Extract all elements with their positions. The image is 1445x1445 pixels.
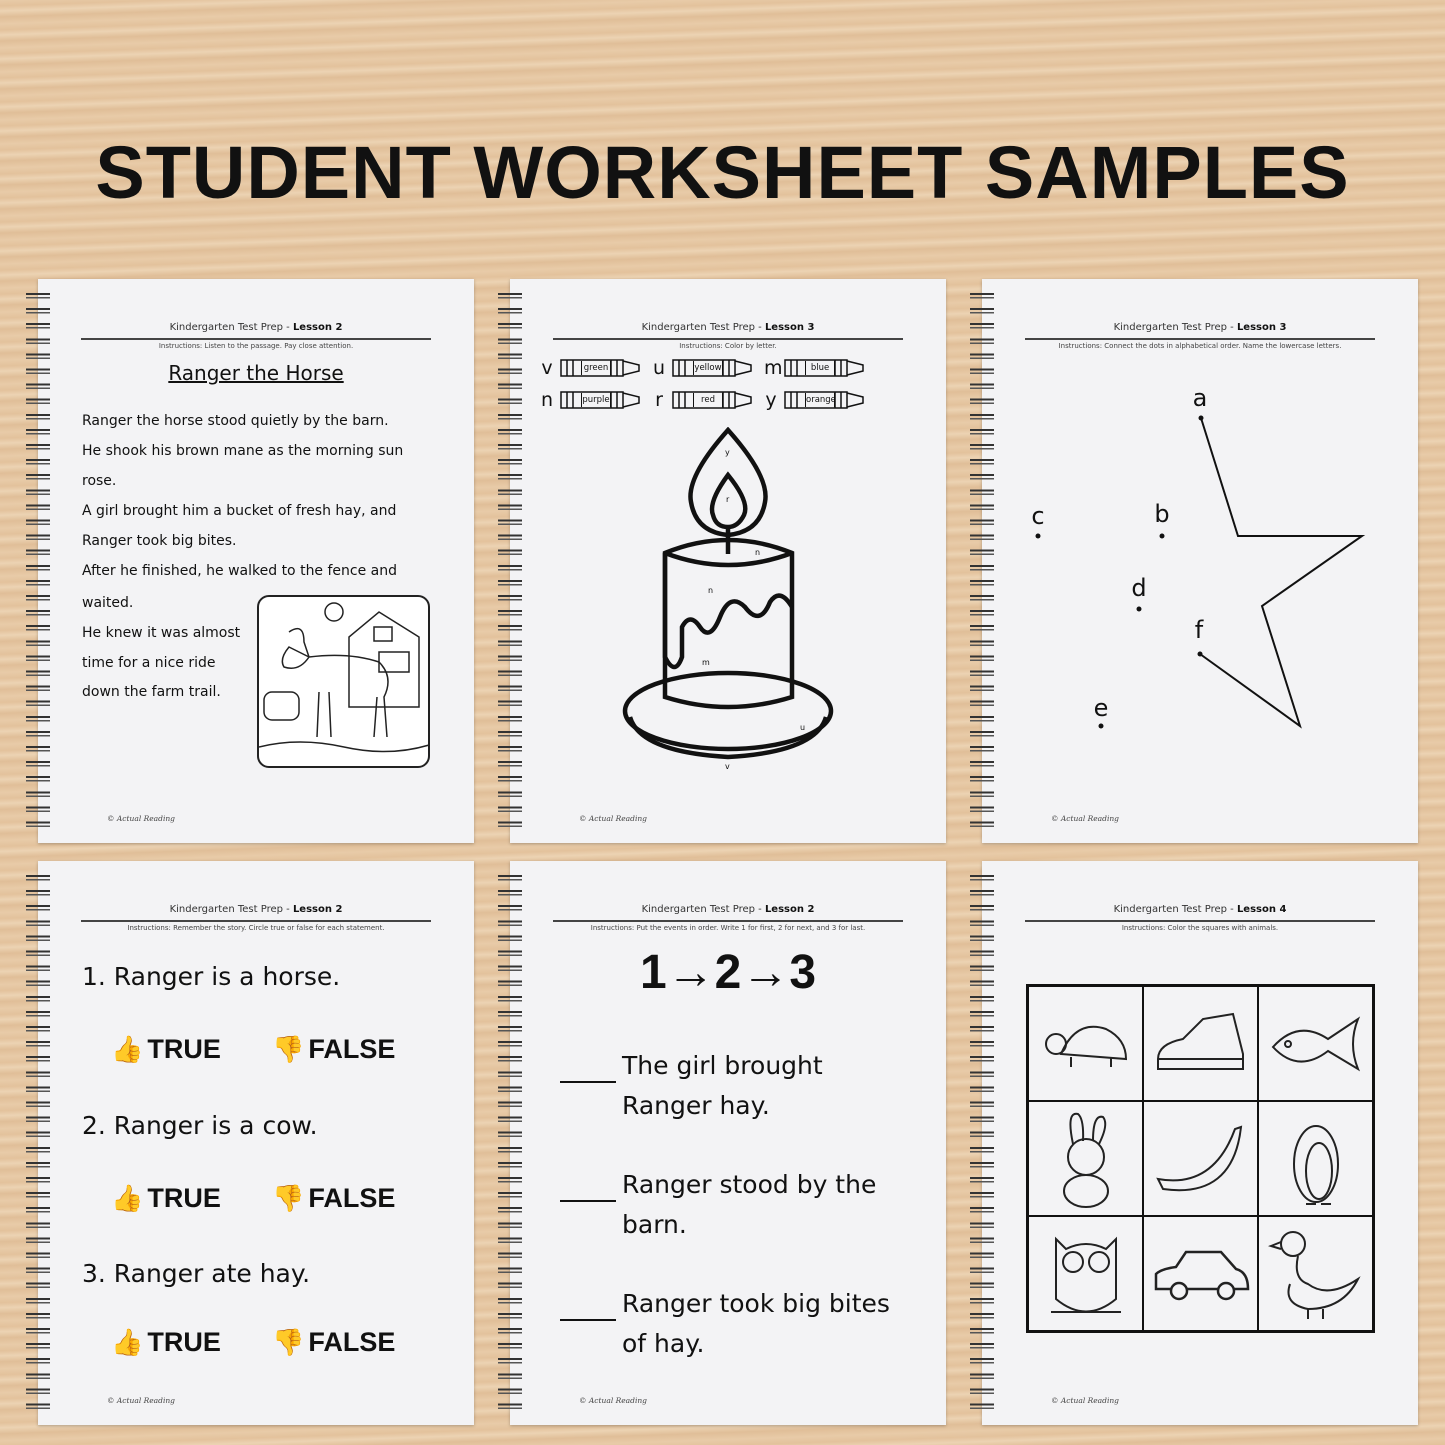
thumbs-up-icon: 👍 [111,1183,144,1213]
instructions: Instructions: Listen to the passage. Pay close attention. [158,342,354,350]
story-line: Ranger the horse stood quietly by the barn. [82,413,389,429]
event: Ranger stood by the barn. [622,1170,877,1239]
key-letter: y [765,389,777,411]
divider [81,338,431,340]
thumbs-down-icon: 👎 [272,1327,305,1357]
instructions: Instructions: Remember the story. Circle true or false for each statement. [127,924,385,932]
candle-label: n [708,586,714,595]
false-option[interactable]: 👎 FALSE [272,1034,396,1064]
story-line: He shook his brown mane as the morning sun [82,443,404,459]
sneaker-icon[interactable] [1143,986,1258,1101]
star-outline [982,279,1418,843]
divider [1025,920,1375,922]
crayon-icon: red [672,391,752,409]
story-title: Ranger the Horse [168,361,344,385]
story-line: He knew it was almost [82,625,241,641]
question: 2. Ranger is a cow. [82,1111,318,1140]
turtle-icon[interactable] [1028,986,1143,1101]
event: Ranger took big bites of hay. [622,1289,890,1358]
event: The girl brought Ranger hay. [622,1051,823,1120]
worksheet-story [38,279,474,843]
candle-illustration [620,427,835,797]
answer-blank[interactable] [560,1081,616,1083]
spiral-binding [26,871,50,1415]
true-option[interactable]: 👍 TRUE [111,1034,221,1064]
bunny-icon[interactable] [1028,1101,1143,1216]
answer-blank[interactable] [560,1319,616,1321]
page-title: STUDENT WORKSHEET SAMPLES [95,131,1350,214]
copyright: © Actual Reading [579,1396,647,1405]
worksheet-animal-squares [982,861,1418,1425]
question: 3. Ranger ate hay. [82,1259,311,1288]
crayon-icon: yellow [672,359,752,377]
owl-icon[interactable] [1028,1216,1143,1331]
key-letter: m [764,357,783,379]
candle-label: n [755,548,761,557]
copyright: © Actual Reading [107,814,175,823]
horse-illustration [257,595,430,768]
instructions: Instructions: Put the events in order. Write 1 for first, 2 for next, and 3 for last. [590,924,866,932]
divider [81,920,431,922]
story-line: Ranger took big bites. [82,533,237,549]
story-line: time for a nice ride [82,655,216,671]
instructions: Instructions: Connect the dots in alphabetical order. Name the lowercase letters. [1058,342,1342,350]
false-option[interactable]: 👎 FALSE [272,1327,396,1357]
thumbs-down-icon: 👎 [272,1034,305,1064]
crayon-icon: purple [560,391,640,409]
key-letter: u [652,357,666,379]
penguin-icon[interactable] [1258,1101,1373,1216]
answer-blank[interactable] [560,1200,616,1202]
sequence-heading: 1→2→3 [639,946,817,999]
car-icon[interactable] [1143,1216,1258,1331]
thumbs-up-icon: 👍 [111,1034,144,1064]
instructions: Instructions: Color by letter. [679,342,777,350]
question: 1. Ranger is a horse. [82,962,341,991]
dot-label: c [1031,502,1045,530]
story-line: After he finished, he walked to the fence and [82,563,398,579]
worksheet-header: Kindergarten Test Prep - Lesson 3 [1113,322,1287,333]
instructions: Instructions: Color the squares with animals. [1121,924,1279,932]
story-line: rose. [82,473,117,489]
candle-label: v [725,762,730,771]
story-line: A girl brought him a bucket of fresh hay, and [82,503,397,519]
banana-icon[interactable] [1143,1101,1258,1216]
worksheet-header: Kindergarten Test Prep - Lesson 2 [641,904,815,915]
fish-icon[interactable] [1258,986,1373,1101]
crayon-icon: blue [784,359,864,377]
candle-label: y [725,448,730,457]
duck-icon[interactable] [1258,1216,1373,1331]
spiral-binding [498,289,522,833]
true-option[interactable]: 👍 TRUE [111,1183,221,1213]
thumbs-up-icon: 👍 [111,1327,144,1357]
worksheet-connect-dots [982,279,1418,843]
worksheet-header: Kindergarten Test Prep - Lesson 4 [1113,904,1287,915]
color-key-row [540,357,920,379]
dot-label: d [1131,574,1147,602]
copyright: © Actual Reading [579,814,647,823]
worksheet-header: Kindergarten Test Prep - Lesson 2 [169,322,343,333]
copyright: © Actual Reading [1051,814,1119,823]
crayon-icon: green [560,359,640,377]
false-option[interactable]: 👎 FALSE [272,1183,396,1213]
divider [553,338,903,340]
story-line: waited. [82,595,134,611]
worksheet-sequence [510,861,946,1425]
key-letter: r [655,389,663,411]
worksheet-header: Kindergarten Test Prep - Lesson 3 [641,322,815,333]
thumbs-down-icon: 👎 [272,1183,305,1213]
key-letter: v [541,357,553,379]
divider [553,920,903,922]
dot-label: b [1154,500,1170,528]
candle-label: m [702,658,710,667]
color-key-row [540,389,920,411]
dot-label: f [1194,616,1204,644]
key-letter: n [540,389,554,411]
dot-label: e [1093,694,1109,722]
picture-grid [1026,984,1375,1333]
copyright: © Actual Reading [1051,1396,1119,1405]
copyright: © Actual Reading [107,1396,175,1405]
spiral-binding [970,871,994,1415]
true-option[interactable]: 👍 TRUE [111,1327,221,1357]
worksheet-true-false [38,861,474,1425]
story-line: down the farm trail. [82,684,221,700]
worksheet-color-by-letter [510,279,946,843]
dot-label: a [1192,384,1208,412]
candle-label: r [726,495,730,504]
crayon-icon: orange [784,391,864,409]
worksheet-header: Kindergarten Test Prep - Lesson 2 [169,904,343,915]
candle-label: u [800,723,806,732]
